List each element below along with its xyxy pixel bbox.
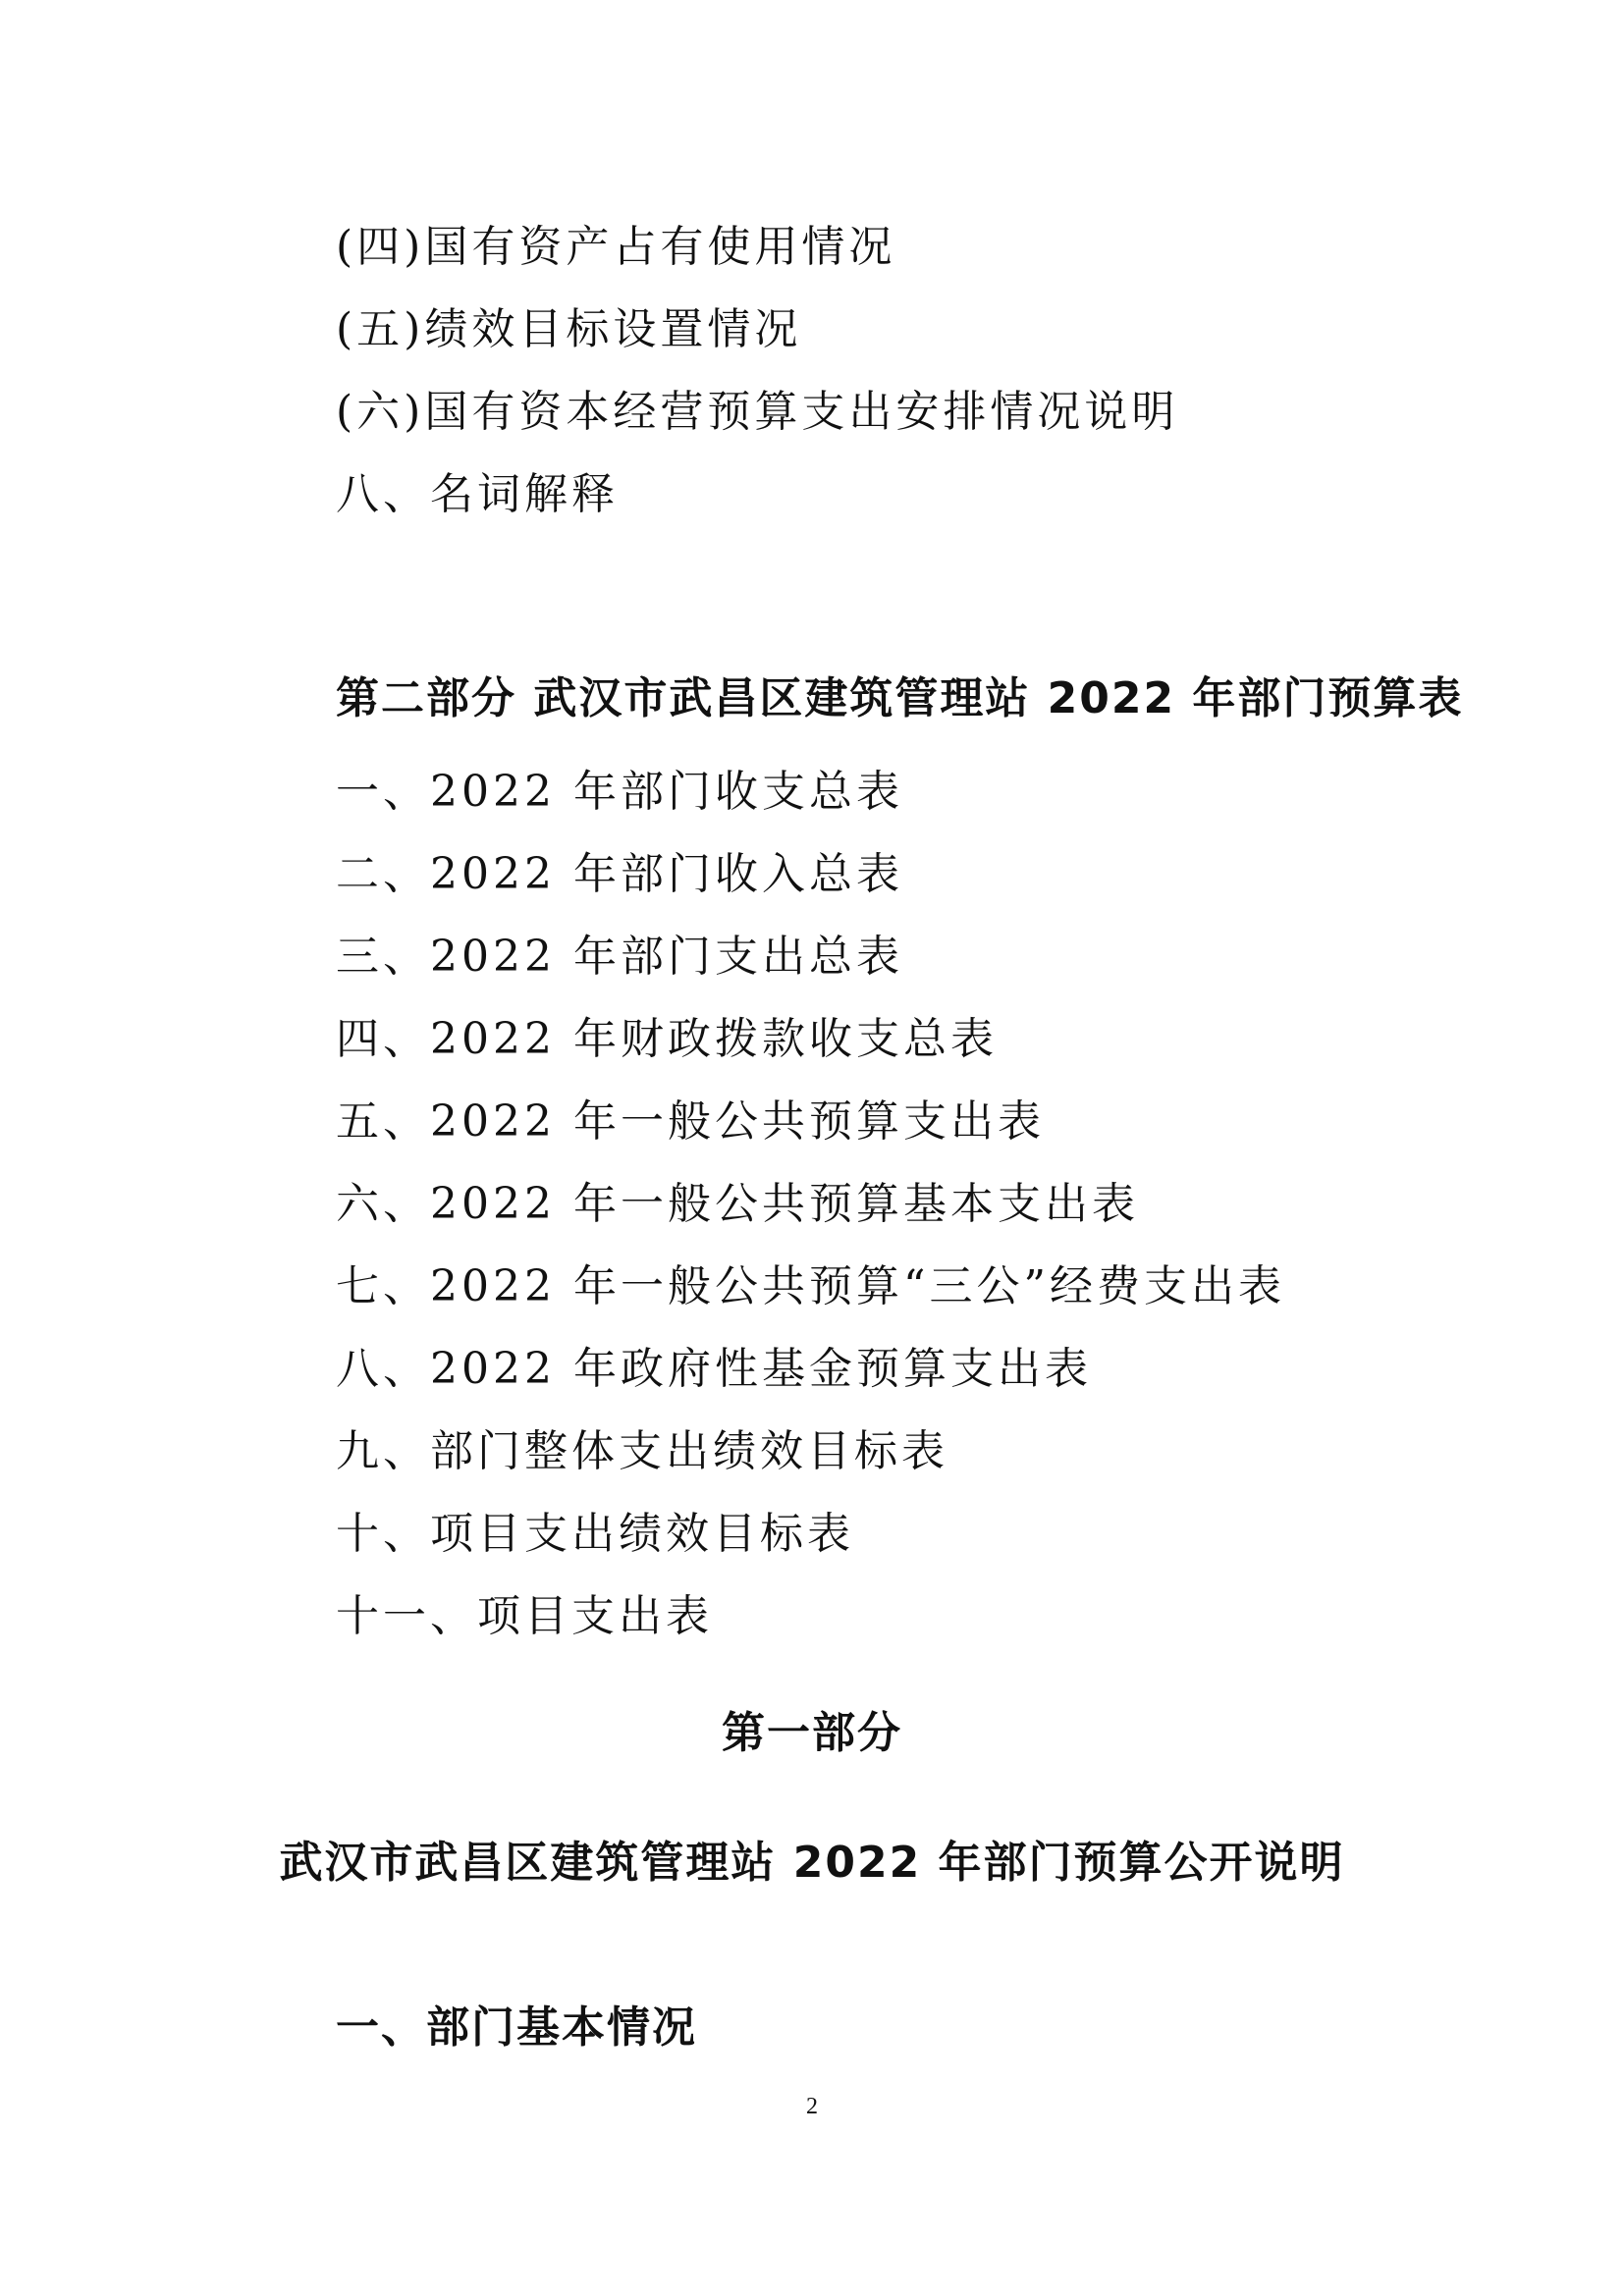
- part2-item: 九、部门整体支出绩效目标表: [336, 1426, 948, 1476]
- page-number: 2: [806, 2094, 818, 2119]
- part2-item: 十、项目支出绩效目标表: [336, 1509, 854, 1559]
- part2-item: 一、2022 年部门收支总表: [336, 767, 903, 817]
- part2-item: 四、2022 年财政拨款收支总表: [336, 1014, 998, 1064]
- part2-item: 十一、项目支出表: [336, 1591, 713, 1641]
- toc-item: (四)国有资产占有使用情况: [336, 222, 896, 272]
- toc-item: 八、名词解释: [336, 469, 619, 519]
- part1-label: 第一部分: [722, 1708, 902, 1758]
- part2-heading: 第二部分 武汉市武昌区建筑管理站 2022 年部门预算表: [336, 673, 1464, 723]
- toc-item: (六)国有资本经营预算支出安排情况说明: [336, 387, 1179, 437]
- section-heading: 一、部门基本情况: [336, 2002, 697, 2053]
- toc-item: (五)绩效目标设置情况: [336, 304, 802, 354]
- part2-item: 二、2022 年部门收入总表: [336, 849, 903, 899]
- part2-item: 六、2022 年一般公共预算基本支出表: [336, 1179, 1139, 1229]
- part1-title: 武汉市武昌区建筑管理站 2022 年部门预算公开说明: [279, 1838, 1345, 1888]
- part2-item: 八、2022 年政府性基金预算支出表: [336, 1344, 1092, 1394]
- part2-item: 三、2022 年部门支出总表: [336, 932, 903, 982]
- part2-item: 七、2022 年一般公共预算“三公”经费支出表: [336, 1261, 1285, 1311]
- part2-item: 五、2022 年一般公共预算支出表: [336, 1096, 1045, 1147]
